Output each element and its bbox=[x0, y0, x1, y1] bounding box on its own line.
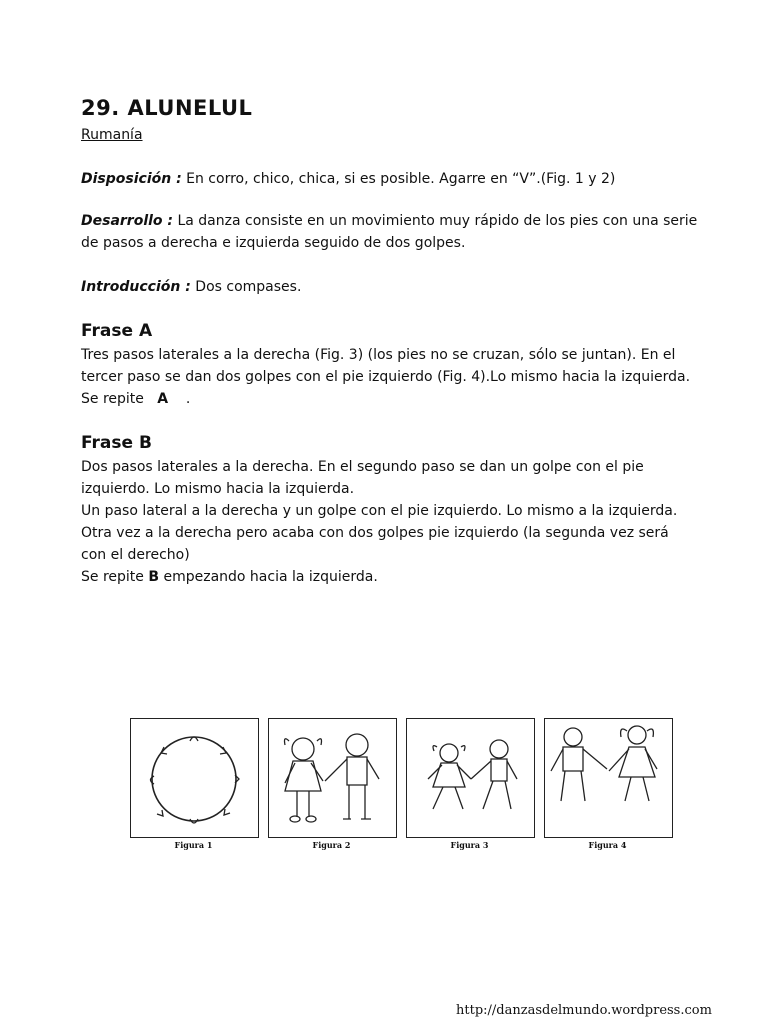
desarrollo-paragraph bbox=[81, 210, 711, 254]
frase-a-line: tercer paso se dan dos golpes con el pie izquierdo (Fig. 4).Lo mismo hacia la izquierda. bbox=[81, 369, 691, 385]
repite-text: Se repite bbox=[81, 569, 144, 585]
side-steps-drawing bbox=[407, 719, 534, 837]
frase-a-line: Tres pasos laterales a la derecha (Fig. 3) (los pies no se cruzan, sólo se juntan). En el bbox=[81, 347, 676, 363]
figure-1-caption: Figura 1 bbox=[174, 840, 213, 850]
frase-b-line: Un paso lateral a la derecha y un golpe con el pie izquierdo. Lo mismo a la izquierda. bbox=[81, 503, 678, 519]
desarrollo-label: Desarrollo : bbox=[81, 213, 174, 229]
frase-b-heading: Frase B bbox=[81, 433, 152, 453]
circle-formation-drawing bbox=[131, 719, 258, 837]
introduccion-paragraph bbox=[81, 276, 711, 298]
country-label: Rumanía bbox=[81, 127, 143, 143]
introduccion-label: Introducción : bbox=[81, 279, 191, 295]
figure-4-caption: Figura 4 bbox=[588, 840, 627, 850]
stamping-drawing bbox=[545, 719, 672, 837]
frase-b-line: con el derecho) bbox=[81, 547, 190, 563]
repite-text: Se repite bbox=[81, 391, 144, 407]
figure-4-stamp-illustration bbox=[544, 718, 673, 838]
footer-url: http://danzasdelmundo.wordpress.com bbox=[456, 1003, 712, 1018]
figure-1-circle-illustration bbox=[130, 718, 259, 838]
page-title: 29. ALUNELUL bbox=[81, 96, 253, 120]
frase-b-repite bbox=[81, 566, 711, 588]
frase-b-line: izquierdo. Lo mismo hacia la izquierda. bbox=[81, 481, 355, 497]
introduccion-text: Dos compases. bbox=[195, 279, 302, 295]
figure-3-side-step-illustration bbox=[406, 718, 535, 838]
repite-letter: B bbox=[148, 569, 160, 585]
figures-row bbox=[128, 712, 668, 862]
figure-2-caption: Figura 2 bbox=[312, 840, 351, 850]
figure-3-caption: Figura 3 bbox=[450, 840, 489, 850]
frase-a-heading: Frase A bbox=[81, 321, 153, 341]
disposicion-text: En corro, chico, chica, si es posible. Agarre en “V”.(Fig. 1 y 2) bbox=[186, 171, 616, 187]
repite-end: . bbox=[185, 391, 191, 407]
desarrollo-text: La danza consiste en un movimiento muy rápido de los pies con una serie de pasos a derecha e izquierda seguido de dos golpes. bbox=[81, 213, 698, 251]
frase-b-line: Otra vez a la derecha pero acaba con dos golpes pie izquierdo (la segunda vez será bbox=[81, 525, 669, 541]
frase-b-paragraph bbox=[81, 456, 711, 588]
frase-a-repite bbox=[81, 388, 711, 410]
disposicion-paragraph bbox=[81, 168, 711, 190]
repite-end: empezando hacia la izquierda. bbox=[163, 569, 378, 585]
children-holding-hands-drawing bbox=[269, 719, 396, 837]
frase-a-paragraph bbox=[81, 344, 711, 410]
repite-letter: A bbox=[157, 391, 169, 407]
figure-2-children-illustration bbox=[268, 718, 397, 838]
frase-b-line: Dos pasos laterales a la derecha. En el segundo paso se dan un golpe con el pie bbox=[81, 459, 644, 475]
disposicion-label: Disposición : bbox=[81, 171, 182, 187]
